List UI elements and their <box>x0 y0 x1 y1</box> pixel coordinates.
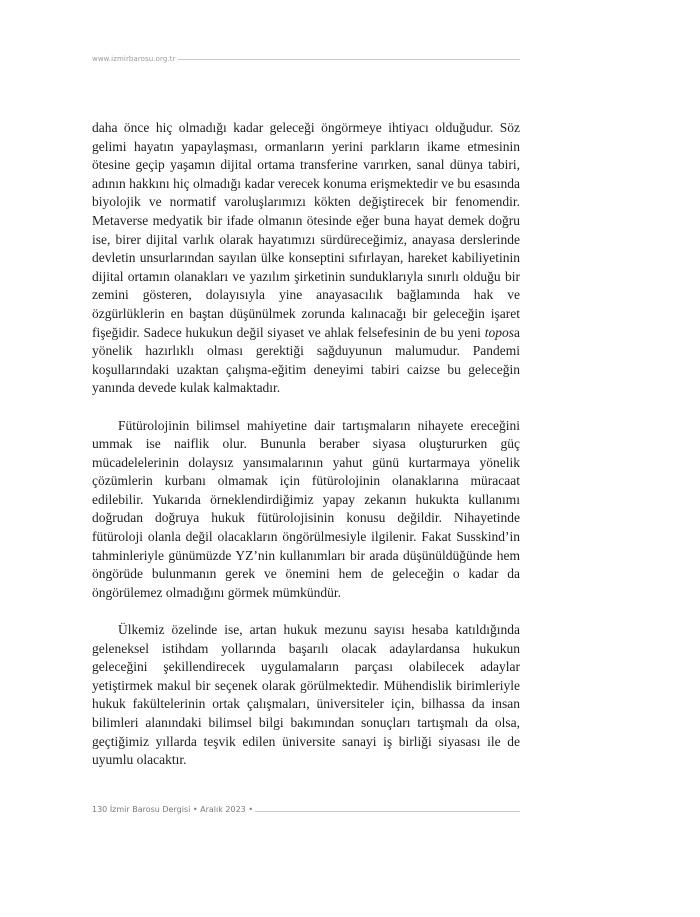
header-rule <box>178 59 520 60</box>
paragraph-3: Ülkemiz özelinde ise, artan hukuk mezunu sayısı hesaba katıldığında geleneksel istihdam yollarında başarılı olacak adaylardansa hukukun geleceğini şekillendirecek uygulamaların parçası olabilecek adaylar yetiştirmek makul bir seçenek olarak görülmektedir. Mühendislik birimleriyle hukuk fakültelerinin ortak çalışmaları, üniversiteler için, bilhassa da insan bilimleri alanındaki bilimsel bilgi bakımından sonuçları tartışmalı da olsa, geçtiğimiz yıllarda teşvik edilen üniversite sanayi iş birliği siyasası ile de uyumlu olacaktır. <box>92 622 520 768</box>
running-footer <box>92 803 520 815</box>
paragraph-1-italic-term: topos <box>484 324 514 340</box>
paragraph-2: Fütürolojinin bilimsel mahiyetine dair tartışmaların nihayete ereceğini ummak ise naiflik olur. Bununla beraber siyasa oluştururken güç mücadelelerinin dolaysız yansımalarının yahut günü kurtarmaya yönelik çözümlerin kurbanı olmamak için fütürolojinin olanaklarına müracaat edilebilir. Yukarıda örneklendirdiğimiz yapay zekanın hukukta kullanımı doğrudan doğruya hukuk fütürolojisinin konusu değildir. Nihayetinde fütüroloji olanla değil olacakların öngörülmesiyle ilgilenir. Fakat Susskind’in tahminleriyle günümüzde YZ’nin kullanımları bir arada düşünüldüğünde hem öngörüde bulunmanın gerek ve önemini hem de geleceğin o kadar da öngörülemez olmadığını görmek mümkündür. <box>92 417 520 600</box>
footer-page-info: 130 İzmir Barosu Dergisi • Aralık 2023 • <box>92 804 254 814</box>
footer-rule <box>255 811 520 812</box>
article-body <box>92 119 520 770</box>
paragraph-1-part-2: a yönelik hazırlıklı olması gerektiği sağduyunun malumudur. Pandemi koşullarındaki uzaktan çalışma-eğitim deneyimi tabiri caizse bu geleceğin yanında devede kulak kalmaktadır. <box>92 324 520 396</box>
paragraph-1-part-1: daha önce hiç olmadığı kadar geleceği öngörmeye ihtiyacı olduğudur. Söz gelimi hayatın yapaylaşması, ormanların yerini parkların ikame etmesinin ötesine geçip yaşamın dijital ortama transferine varırken, sanal dünya tabiri, adının hakkını hiç olmadığı kadar verecek konuma erişmektedir ve bu esasında biyolojik ve normatif varoluşlarımızı kökten değiştirecek bir fenomendir. Metaverse medyatik bir ifade olmanın ötesinde eğer buna hayat demek doğru ise, birer dijital varlık olarak hayatımızı sürdüreceğimiz, anayasa derslerinde devletin unsurlarından sayılan ülke konseptini sıfırlayan, hareket kabiliyetinin dijital ortamın olanakları ve yazılım şirketinin sunduklarıyla sınırlı olduğu bir zemini gösteren, dolayısıyla yine anayasacılık bağlamında hak ve özgürlüklerin en baştan düşünülmek zorunda kalınacağı bir geleceğin işaret fişeğidir. Sadece hukukun değil siyaset ve ahlak felsefesinin de bu yeni <box>92 120 520 340</box>
running-header <box>92 53 520 65</box>
paragraph-1 <box>92 119 520 398</box>
header-url[interactable]: www.izmirbarosu.org.tr <box>92 55 176 63</box>
